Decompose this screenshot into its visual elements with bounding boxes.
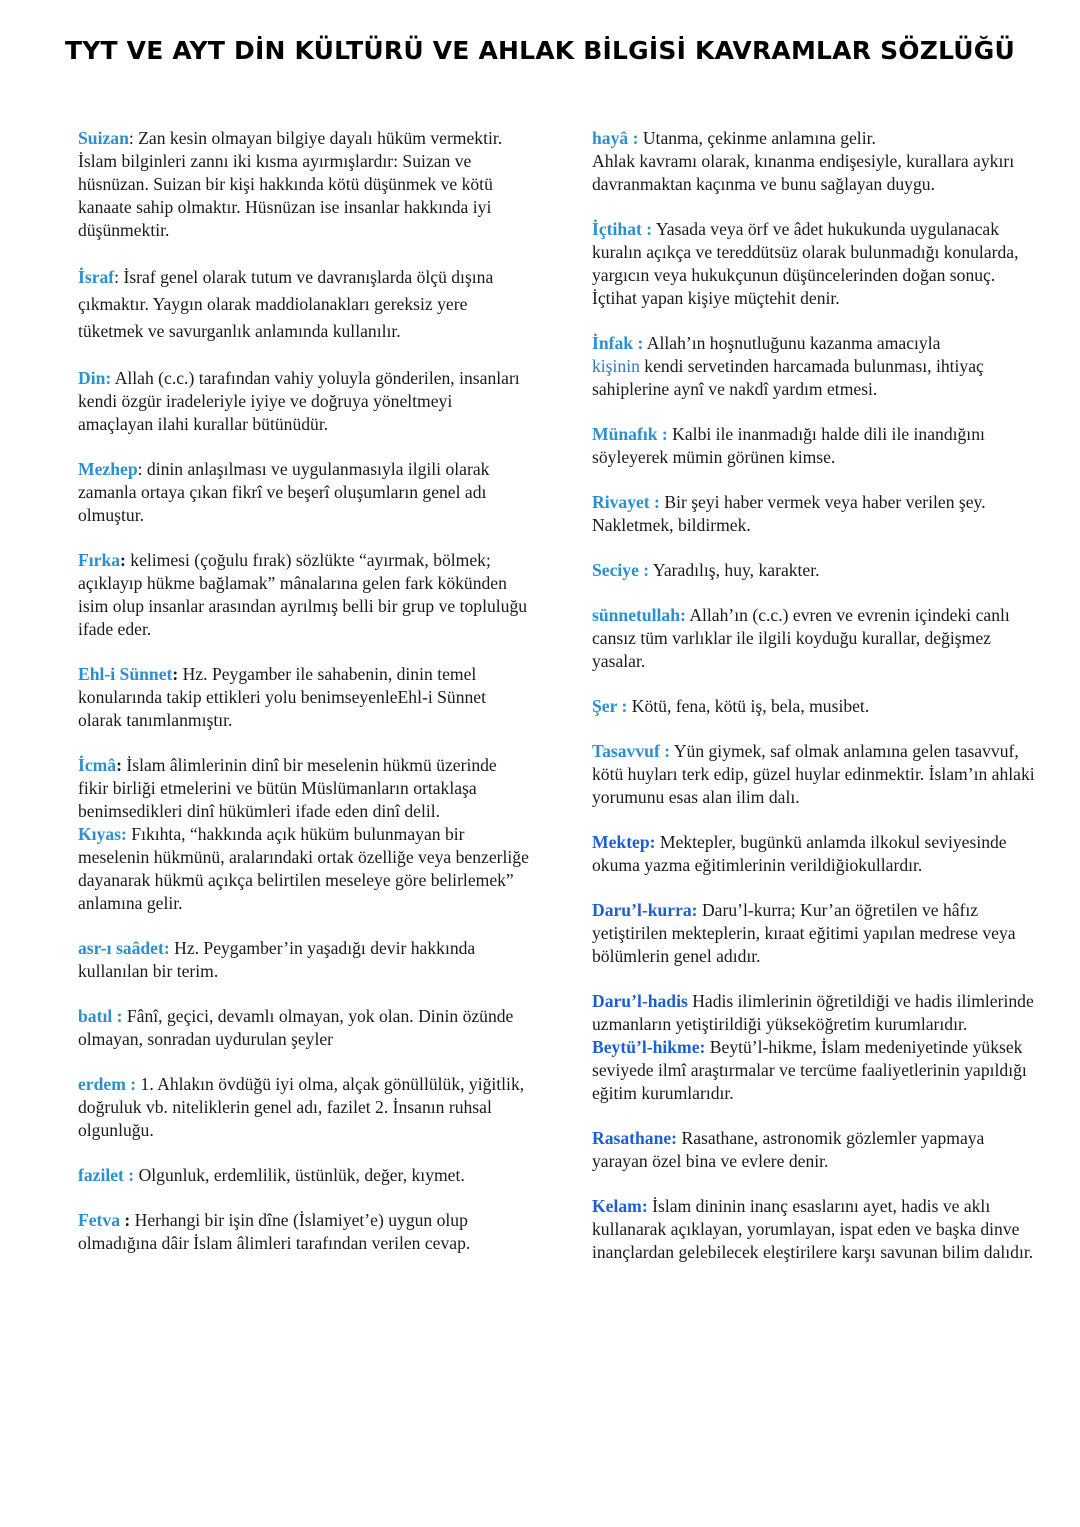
entry-definition: Kötü, fena, kötü iş, bela, musibet. [631, 696, 870, 716]
entry-term: Rivayet : [592, 492, 660, 512]
entry-beytul-hikme [592, 1036, 1042, 1105]
entry-term: Din: [78, 368, 112, 388]
entry-term: Mektep: [592, 832, 656, 852]
entry-definition: Utanma, çekinme anlamına gelir. [642, 128, 876, 148]
entry-definition: 1. Ahlakın övdüğü iyi olma, alçak gönüllülük, yiğitlik, doğruluk vb. niteliklerin genel adı, fazilet 2. İnsanın ruhsal olgunluğu. [78, 1074, 525, 1140]
entry-definition: Hadis ilimlerinin öğretildiği ve hadis ilimlerinde uzmanların yetiştirildiği yükseköğretim kurumlarıdır. [592, 991, 1034, 1034]
entry-definition: Kalbi ile inanmadığı halde dili ile inandığını söyleyerek mümin görünen kimse. [592, 424, 985, 467]
entry-ictihat [592, 218, 1042, 310]
entry-mektep [592, 831, 1042, 877]
entry-definition: Yün giymek, saf olmak anlamına gelen tasavvuf, kötü huyları terk edip, güzel huylar edinmektir. İslam’ın ahlaki yorumunu esas alan ilim dalı. [592, 741, 1035, 807]
entry-definition: Zan kesin olmayan bilgiye dayalı hüküm vermektir. İslam bilginleri zannı iki kısma ayırmışlardır: Suizan ve hüsnüzan. Suizan bir kişi hakkında kötü düşünmek ve kötü kanaate sahip olmaktır. Hüsnüzan ise insanlar hakkında iyi düşünmektir. [78, 128, 503, 240]
entry-definition: kelimesi (çoğulu fırak) sözlükte “ayırmak, bölmek; açıklayıp hükme bağlamak” mânalarına gelen fark kökünden isim olup insanlar arasından ayrılmış belli bir grup ve topluluğu ifade eder. [78, 550, 528, 639]
entry-kelam [592, 1195, 1042, 1264]
entry-definition: Allah (c.c.) tarafından vahiy yoluyla gönderilen, insanları kendi özgür iradeleriyle iyiye ve doğruya yöneltmeyi amaçlayan ilahi kurallar bütünüdür. [78, 368, 520, 434]
entry-term: Kıyas: [78, 824, 127, 844]
entry-term: Mezhep [78, 459, 138, 479]
entry-term: Seciye : [592, 560, 650, 580]
entry-definition: Mektepler, bugünkü anlamda ilkokul seviyesinde okuma yazma eğitimlerinin verildiğiokullardır. [592, 832, 1007, 875]
entry-definition: Yaradılış, huy, karakter. [652, 560, 820, 580]
right-column [592, 127, 1042, 1286]
entry-darul-kurra [592, 899, 1042, 968]
entry-definition: Daru’l-kurra; Kur’an öğretilen ve hâfız yetiştirilen mekteplerin, kıraat eğitimi yapılan medrese veya bölümlerin genel adıdır. [592, 900, 1016, 966]
entry-firka: Fırka: kelimesi (çoğulu fırak) sözlükte “ayırmak, bölmek; açıklayıp hükme bağlamak” mânalarına gelen fark kökünden isim olup insanlar arasından ayrılmış belli bir grup ve topluluğu ifade eder. [78, 550, 528, 639]
entry-term: erdem : [78, 1074, 137, 1094]
entry-seciye [592, 559, 1042, 582]
entry-tasavvuf [592, 740, 1042, 809]
entry-kiyas [78, 823, 530, 915]
entry-fetva: Fetva : Herhangi bir işin dîne (İslamiyet’e) uygun olup olmadığına dâir İslam âlimleri tarafından verilen cevap. [78, 1210, 471, 1253]
kisinin-link[interactable]: kişinin [592, 356, 640, 376]
entry-term: Fetva [78, 1210, 121, 1230]
entry-term: Rasathane: [592, 1128, 678, 1148]
entry-term: İnfak : [592, 333, 644, 353]
left-column [78, 127, 530, 1277]
entry-definition: Allah’ın (c.c.) evren ve evrenin içindeki canlı cansız tüm varlıklar ile ilgili koyduğu kurallar, değişmez yasalar. [592, 605, 1010, 671]
entry-suizan: Suizan: Zan kesin olmayan bilgiye dayalı hüküm vermektir. İslam bilginleri zannı iki kısma ayırmışlardır: Suizan ve hüsnüzan. Suizan bir kişi hakkında kötü düşünmek ve kötü kanaate sahip olmaktır. Hüsnüzan ise insanlar hakkında iyi düşünmektir. [78, 128, 503, 240]
entry-term: İcmâ [78, 755, 117, 775]
entry-din [78, 367, 530, 436]
entry-definition: Beytü’l-hikme, İslam medeniyetinde yüksek seviyede ilmî araştırmalar ve tercüme faaliyetlerinin yapıldığı eğitim kurumlarıdır. [592, 1037, 1027, 1103]
entry-term: Fırka [78, 550, 121, 570]
entry-definition: Herhangi bir işin dîne (İslamiyet’e) uygun olup olmadığına dâir İslam âlimleri tarafından verilen cevap. [78, 1210, 471, 1253]
entry-term: sünnetullah: [592, 605, 686, 625]
entry-sunnetullah [592, 604, 1042, 673]
entry-term: Beytü’l-hikme: [592, 1037, 706, 1057]
entry-definition: İslam dininin inanç esaslarını ayet, hadis ve aklı kullanarak açıklayan, yorumlayan, ispat eden ve başka dinve inançlardan gelebilecek eleştirilere karşı savunan bilim dalıdır. [592, 1196, 1034, 1262]
entry-rivayet [592, 491, 1042, 537]
entry-term: fazilet : [78, 1165, 135, 1185]
entry-term: Suizan [78, 128, 129, 148]
entry-term: Daru’l-hadis [592, 991, 688, 1011]
entry-term: Şer : [592, 696, 628, 716]
entry-icma: İcmâ: İslam âlimlerinin dinî bir meselenin hükmü üzerinde fikir birliği etmelerini ve bütün Müslümanların ortaklaşa benimsedikleri dinî hükümleri ifade eden dinî delil. [78, 755, 497, 821]
entry-term: Daru’l-kurra: [592, 900, 698, 920]
entry-definition: İslam âlimlerinin dinî bir meselenin hükmü üzerinde fikir birliği etmelerini ve bütün Müslümanların ortaklaşa benimsedikleri dinî hükümleri ifade eden dinî delil. [78, 755, 497, 821]
entry-definition: Fıkıhta, “hakkında açık hüküm bulunmayan bir meselenin hükmünü, aralarındaki ortak özelliğe veya benzerliğe dayanarak hükmü açıkça belirtilen meseleye göre belirlemek” anlamına gelir. [78, 824, 529, 913]
entry-definition-extra: Ahlak kavramı olarak, kınanma endişesiyle, kurallara aykırı davranmaktan kaçınma ve bunu sağlayan duygu. [592, 151, 1015, 194]
entry-definition: Rasathane, astronomik gözlemler yapmaya yarayan özel bina ve evlere denir. [592, 1128, 985, 1171]
entry-definition: Hz. Peygamber ile sahabenin, dinin temel konularında takip ettikleri yolu benimseyenleEhl-i Sünnet olarak tanımlanmıştır. [78, 664, 486, 730]
entry-term: İçtihat : [592, 219, 653, 239]
entry-asr-i-saadet [78, 937, 530, 983]
entry-definition: dinin anlaşılması ve uygulanmasıyla ilgili olarak zamanla ortaya çıkan fikrî ve beşerî oluşumların genel adı olmuştur. [78, 459, 490, 525]
entry-ser [592, 695, 1042, 718]
entry-haya [592, 127, 1042, 196]
entry-darul-hadis [592, 990, 1042, 1036]
entry-ehl-i-sunnet: Ehl-i Sünnet: Hz. Peygamber ile sahabenin, dinin temel konularında takip ettikleri yolu benimseyenleEhl-i Sünnet olarak tanımlanmıştır. [78, 664, 486, 730]
entry-term: batıl : [78, 1006, 123, 1026]
entry-term: Tasavvuf : [592, 741, 671, 761]
entry-definition: Fânî, geçici, devamlı olmayan, yok olan. Dinin özünde olmayan, sonradan uydurulan şeyler [78, 1006, 514, 1049]
entry-definition: Olgunluk, erdemlilik, üstünlük, değer, kıymet. [138, 1165, 465, 1185]
entry-term: Münafık : [592, 424, 668, 444]
entry-israf: İsraf: İsraf genel olarak tutum ve davranışlarda ölçü dışına çıkmaktır. Yaygın olarak maddiolanakları gereksiz yere tüketmek ve savurganlık anlamında kullanılır. [78, 267, 494, 341]
entry-term: hayâ : [592, 128, 639, 148]
entry-term: asr-ı saâdet: [78, 938, 170, 958]
page-title: TYT VE AYT DİN KÜLTÜRÜ VE AHLAK BİLGİSİ KAVRAMLAR SÖZLÜĞÜ [64, 36, 1016, 65]
entry-batil [78, 1005, 530, 1051]
entry-rasathane [592, 1127, 1042, 1173]
entry-fazilet [78, 1164, 530, 1187]
entry-erdem [78, 1073, 530, 1142]
entry-definition: Bir şeyi haber vermek veya haber verilen şey. Nakletmek, bildirmek. [592, 492, 986, 535]
entry-munafik [592, 423, 1042, 469]
entry-definition: Allah’ın hoşnutluğunu kazanma amacıyla [646, 333, 941, 353]
entry-infak: İnfak : Allah’ın hoşnutluğunu kazanma amacıyla kişinin kendi servetinden harcamada bulunması, ihtiyaç sahiplerine aynî ve nakdî yardım etmesi. [592, 333, 984, 399]
entry-term: Ehl-i Sünnet [78, 664, 173, 684]
entry-mezhep: Mezhep: dinin anlaşılması ve uygulanmasıyla ilgili olarak zamanla ortaya çıkan fikrî ve beşerî oluşumların genel adı olmuştur. [78, 459, 490, 525]
entry-definition: İsraf genel olarak tutum ve davranışlarda ölçü dışına çıkmaktır. Yaygın olarak maddiolanakları gereksiz yere tüketmek ve savurganlık anlamında kullanılır. [78, 267, 494, 341]
entry-term: Kelam: [592, 1196, 648, 1216]
entry-term: İsraf [78, 267, 115, 287]
entry-definition: Hz. Peygamber’in yaşadığı devir hakkında kullanılan bir terim. [78, 938, 476, 981]
entry-definition: Yasada veya örf ve âdet hukukunda uygulanacak kuralın açıkça ve tereddütsüz olarak bulunmadığı konularda, yargıcın veya hukukçunun düşüncelerinden doğan sonuç. İçtihat yapan kişiye müçtehit denir. [592, 219, 1019, 308]
